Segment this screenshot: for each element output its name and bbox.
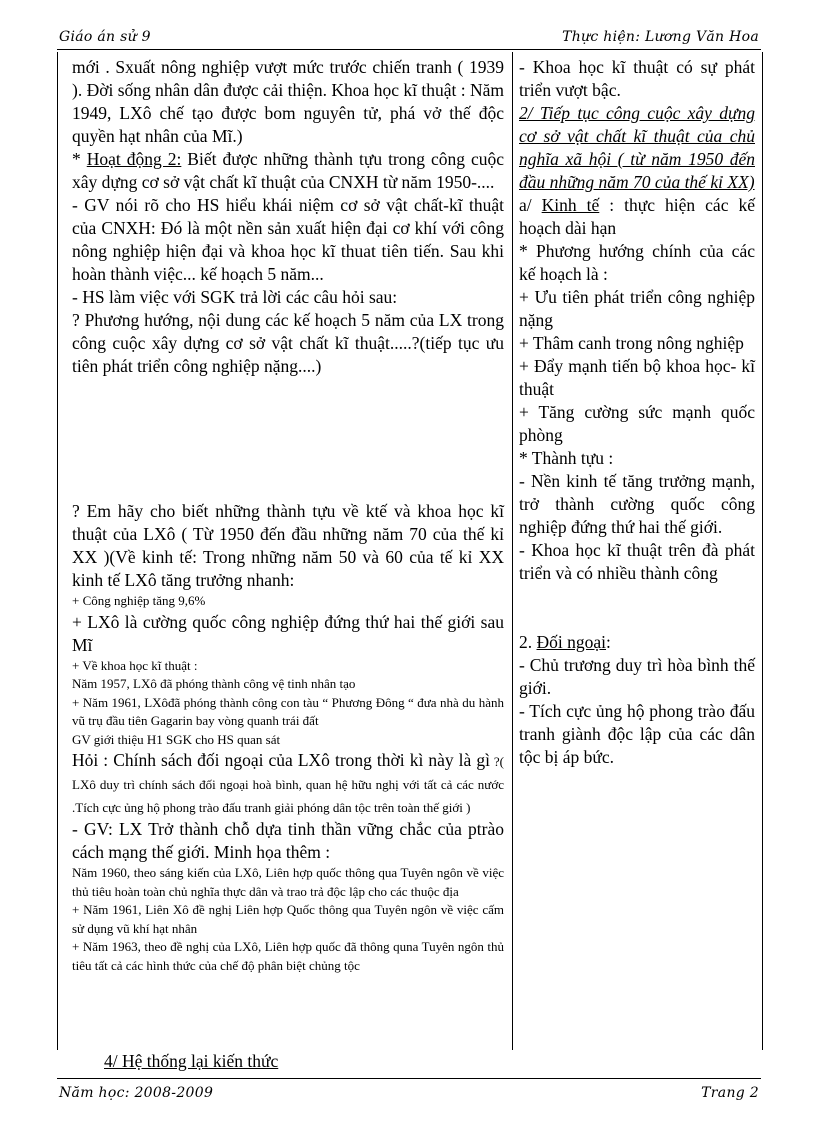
paragraph: + Năm 1961, LXôđã phóng thành công con tàu “ Phương Đông “ đưa nhà du hành vũ trụ đầu tiên Gagarin bay vòng quanh trái đất [72, 694, 504, 728]
footer-page-number: Trang 2 [701, 1085, 759, 1101]
subsection-heading: 2. Đối ngoại: [519, 632, 611, 652]
paragraph: - GV nói rõ cho HS hiểu khái niệm cơ sở vật chất-kĩ thuật của CNXH: Đó là một nền sản xuất hiện đại cơ khí với công nông nghiệp hiện đại và khoa học kĩ thuat tiên tiến. Sau khi hoàn thành việc... kế hoạch 5 năm... [72, 195, 504, 284]
list-item: - Tích cực ủng hộ phong trào đấu tranh giành độc lập của các dân tộc bị áp bức. [519, 701, 755, 767]
header-author: Thực hiện: Lương Văn Hoa [562, 29, 759, 45]
activity-2: * Hoạt động 2: Biết được những thành tựu trong công cuộc xây dựng cơ sở vật chất kĩ thuật của CNXH từ năm 1950-.... [72, 149, 505, 192]
paragraph: + Công nghiệp tăng 9,6% [72, 593, 206, 608]
question: ? Em hãy cho biết những thành tựu về ktế và khoa học kĩ thuật của LXô ( Từ 1950 đến đầu những năm 70 của thế kỉ XX )(Về kinh tế: Trong những năm 50 và 60 của tế kỉ XX kinh tế LXô tăng trưởng nhanh: [72, 501, 504, 590]
paragraph: + Năm 1961, Liên Xô đề nghị Liên hợp Quốc thông qua Tuyên ngôn về việc cấm sử dụng vũ khí hạt nhân [72, 902, 504, 936]
teacher-student-activities-column [72, 56, 504, 975]
paragraph: Năm 1957, LXô đã phóng thành công vệ tinh nhân tạo [72, 676, 356, 691]
list-item: - Nền kinh tế tăng trưởng mạnh, trở thành cường quốc công nghiệp đứng thứ hai thế giới. [519, 471, 755, 537]
page-footer [57, 1078, 761, 1109]
paragraph: Năm 1960, theo sáng kiến của LXô, Liên hợp quốc thông qua Tuyên ngôn về việc thủ tiêu hoàn toàn chủ nghĩa thực dân và trao trả độc lập cho các thuộc địa [72, 865, 504, 899]
paragraph: + Năm 1963, theo đề nghị của LXô, Liên hợp quốc đã thông quna Tuyên ngôn thủ tiêu tất cả các hình thức của chế độ phân biệt chủng tộc [72, 939, 504, 973]
question: ? Phương hướng, nội dung các kế hoạch 5 năm của LX trong công cuộc xây dựng cơ sở vật chất kĩ thuật.....?(tiếp tục ưu tiên phát triển công nghiệp nặng....) [72, 310, 504, 376]
content-column [519, 56, 755, 769]
paragraph: GV giới thiệu H1 SGK cho HS quan sát [72, 731, 281, 747]
paragraph: - Khoa học kĩ thuật có sự phát triển vượt bậc. [519, 57, 755, 100]
column-divider [512, 52, 513, 1050]
paragraph: mới . Sxuất nông nghiệp vượt mức trước chiến tranh ( 1939 ). Đời sống nhân dân được cải thiện. Khoa học kĩ thuật : Năm 1949, LXô chế tạo được bom nguyên tử, phá vở thế độc quyền hạt nhân của Mĩ.) [72, 57, 504, 146]
list-item: + Tăng cường sức mạnh quốc phòng [519, 402, 755, 445]
page-header [57, 27, 761, 50]
header-subject: Giáo án sử 9 [59, 29, 151, 45]
paragraph: + LXô là cường quốc công nghiệp đứng thứ hai thế giới sau Mĩ [72, 611, 504, 655]
section-heading: 2/ Tiếp tục công cuộc xây dựng cơ sở vật chất kĩ thuật của chủ nghĩa xã hội ( từ năm 1950 đến đầu những năm 70 của thế kỉ XX) [519, 103, 755, 192]
paragraph: * Thành tựu : [519, 448, 614, 468]
question: Hỏi : Chính sách đối ngoại của LXô trong thời kì này là gì ?( LXô duy trì chính sách đối ngoại hoà bình, quan hệ hữu nghị với tất cả các nước .Tích cực ủng hộ phong trào đấu tranh giải phóng dân tộc trên toàn thế giới ) [72, 750, 504, 815]
paragraph: - HS làm việc với SGK trả lời các câu hỏi sau: [72, 287, 398, 307]
lesson-table [57, 52, 763, 1050]
list-item: + Thâm canh trong nông nghiệp [519, 333, 744, 353]
activity-label: Hoạt động 2: [86, 149, 182, 169]
footer-school-year: Năm học: 2008-2009 [59, 1085, 214, 1101]
subsection-heading: a/ Kinh tế : thực hiện các kế hoạch dài hạn [519, 195, 755, 238]
list-item: + Đẩy mạnh tiến bộ khoa học- kĩ thuật [519, 356, 755, 399]
paragraph: + Về khoa học kĩ thuật : [72, 657, 198, 673]
paragraph: - GV: LX Trở thành chỗ dựa tinh thần vững chắc của ptrào cách mạng thế giới. Minh họa thêm : [72, 819, 504, 862]
list-item: - Khoa học kĩ thuật trên đà phát triển và có nhiều thành công [519, 540, 755, 583]
paragraph: * Phương hướng chính của các kế hoạch là : [519, 241, 755, 284]
list-item: - Chủ trương duy trì hòa bình thế giới. [519, 655, 755, 698]
list-item: + Ưu tiên phát triển công nghiệp nặng [519, 287, 755, 330]
review-heading: 4/ Hệ thống lại kiến thức [104, 1051, 279, 1071]
